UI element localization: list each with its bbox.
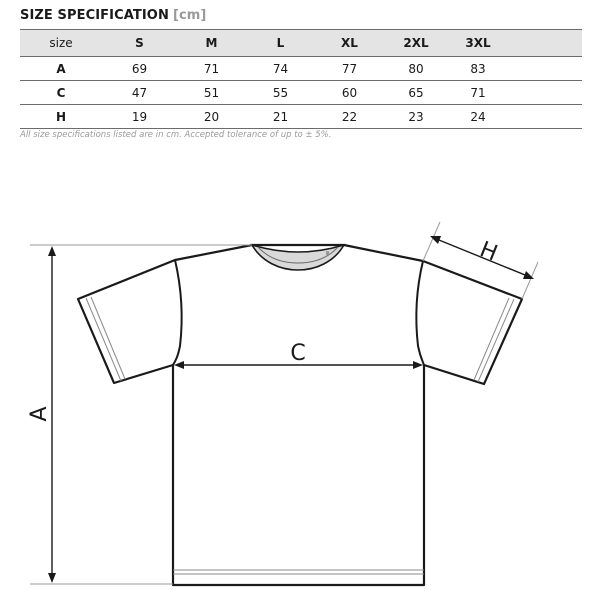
row-label: C [20, 81, 102, 105]
row-label: H [20, 105, 102, 129]
table-cell: 24 [448, 105, 508, 129]
header-3xl: 3XL [448, 30, 508, 57]
dim-h-guide-bottom [522, 262, 538, 299]
table-cell: 21 [246, 105, 315, 129]
dim-h-label: H [476, 237, 501, 267]
shirt-outline [78, 245, 522, 585]
header-size: size [20, 30, 102, 57]
table-cell: 60 [315, 81, 384, 105]
header-l: L [246, 30, 315, 57]
tolerance-note: All size specifications listed are in cm. Accepted tolerance of up to ± 5%. [20, 130, 332, 140]
table-cell: 47 [102, 81, 177, 105]
dim-a-arrow-bottom [48, 573, 56, 583]
table-cell: 22 [315, 105, 384, 129]
table-cell: 23 [384, 105, 448, 129]
table-cell: 83 [448, 57, 508, 81]
dim-a-label: A [27, 406, 52, 422]
table-cell: 77 [315, 57, 384, 81]
dim-a-arrow-top [48, 246, 56, 256]
table-cell: 69 [102, 57, 177, 81]
table-cell: 74 [246, 57, 315, 81]
table-cell: 20 [177, 105, 246, 129]
table-cell: 71 [177, 57, 246, 81]
title-text: SIZE SPECIFICATION [20, 8, 169, 23]
header-2xl: 2XL [384, 30, 448, 57]
dim-c-label: C [290, 341, 306, 366]
table-cell: 65 [384, 81, 448, 105]
header-m: M [177, 30, 246, 57]
header-s: S [102, 30, 177, 57]
table-cell: 55 [246, 81, 315, 105]
table-cell: 19 [102, 105, 177, 129]
table-cell: 51 [177, 81, 246, 105]
table-cell: 80 [384, 57, 448, 81]
unit-label: [cm] [172, 8, 207, 23]
header-xl: XL [315, 30, 384, 57]
neck-label [326, 251, 329, 255]
table-cell: 71 [448, 81, 508, 105]
row-label: A [20, 57, 102, 81]
